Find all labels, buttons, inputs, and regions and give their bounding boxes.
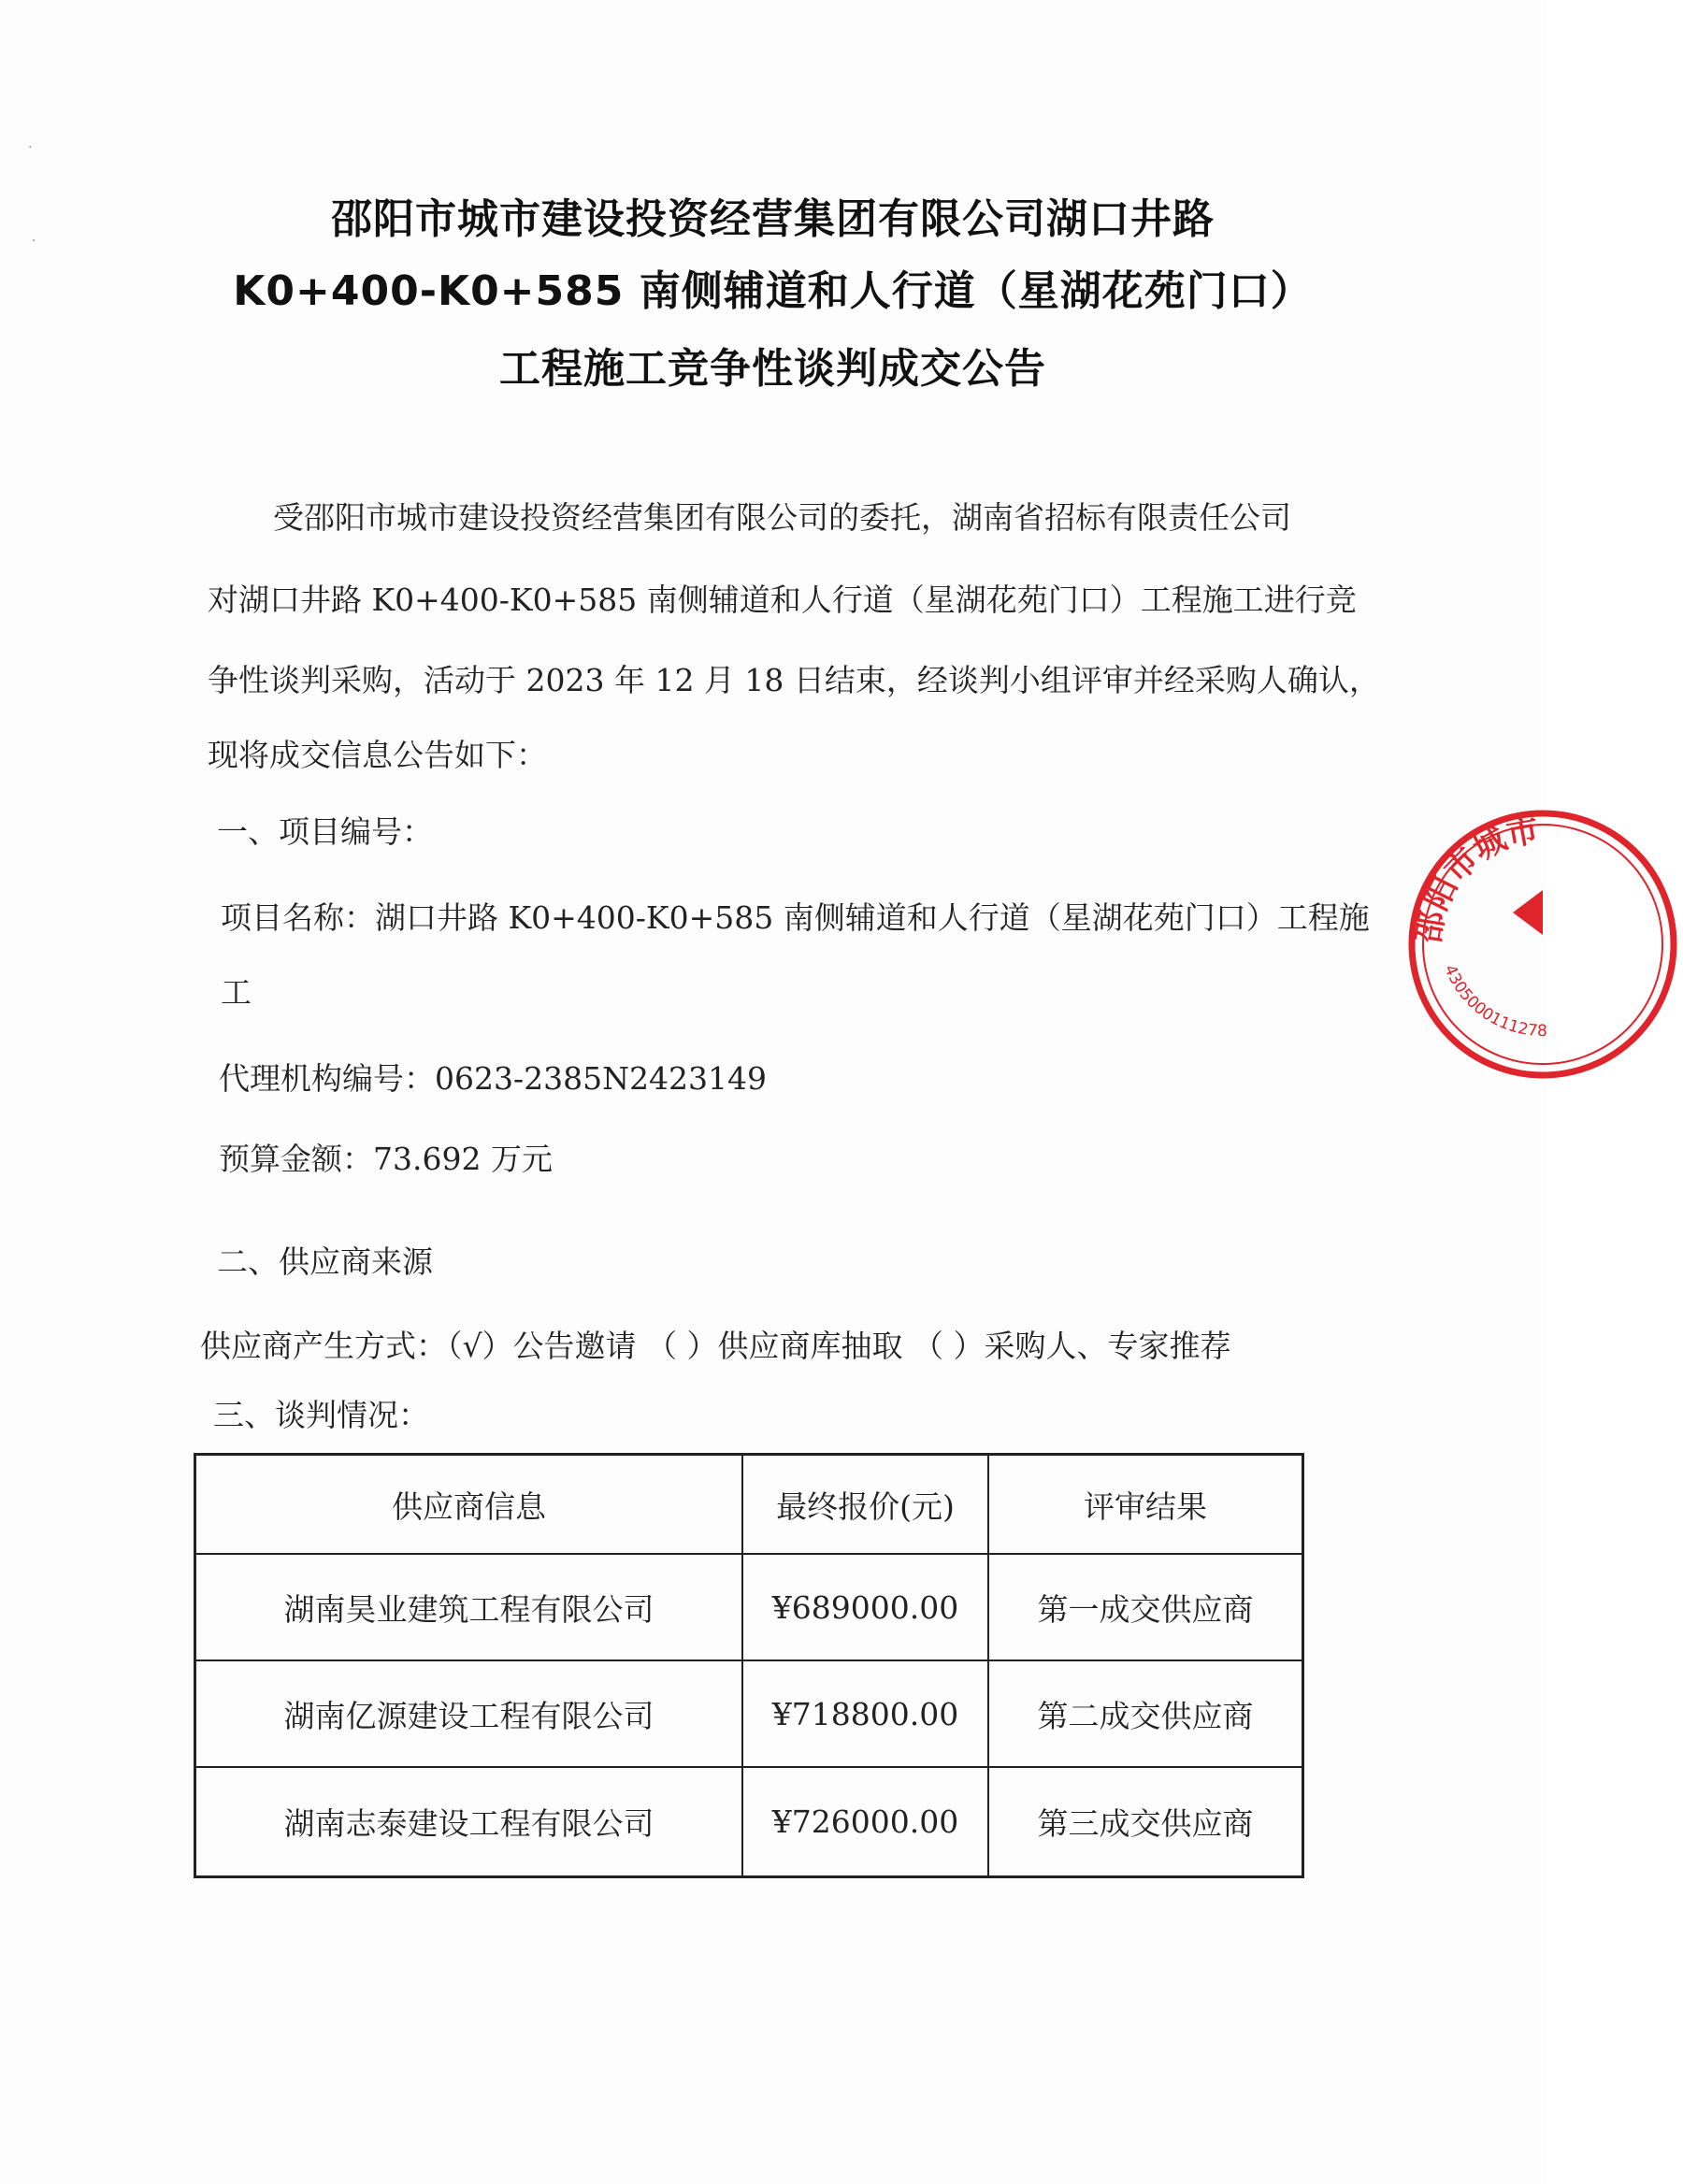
intro-line-1: 受邵阳市城市建设投资经营集团有限公司的委托，湖南省招标有限责任公司 (273, 499, 1291, 536)
table-header-row (196, 1456, 1302, 1553)
header-price: 最终报价(元) (743, 1456, 989, 1553)
title-line-3: 工程施工竞争性谈判成交公告 (499, 345, 1046, 393)
project-name-line-2: 工 (221, 974, 252, 1011)
final-price: ¥726000.00 (743, 1768, 989, 1875)
supplier-name: 湖南志泰建设工程有限公司 (196, 1768, 743, 1875)
scan-speck: · (28, 140, 33, 155)
title-line-1: 邵阳市城市建设投资经营集团有限公司湖口井路 (331, 195, 1215, 243)
intro-line-4: 现将成交信息公告如下： (208, 737, 547, 773)
intro-line-3: 争性谈判采购，活动于 2023 年 12 月 18 日结束，经谈判小组评审并经采购人确认， (208, 662, 1380, 698)
official-seal-stamp (1402, 804, 1683, 1085)
review-result: 第三成交供应商 (1037, 1805, 1254, 1842)
table-row (196, 1660, 1302, 1766)
budget-amount: 预算金额：73.692 万元 (219, 1141, 553, 1177)
results-table (194, 1453, 1304, 1878)
section-3-heading: 三、谈判情况： (213, 1397, 429, 1433)
title-line-2: K0+400-K0+585 南侧辅道和人行道（星湖花苑门口） (233, 267, 1313, 315)
supplier-source-line: 供应商产生方式：（√）公告邀请 （ ）供应商库抽取 （ ）采购人、专家推荐 (200, 1328, 1231, 1364)
scan-speck: · (32, 234, 36, 249)
table-row (196, 1553, 1302, 1660)
final-price: ¥689000.00 (743, 1555, 989, 1660)
section-2-heading: 二、供应商来源 (217, 1243, 433, 1280)
supplier-name: 湖南昊业建筑工程有限公司 (196, 1555, 743, 1660)
section-1-heading: 一、项目编号： (217, 813, 433, 850)
header-result: 评审结果 (1084, 1487, 1207, 1525)
final-price: ¥718800.00 (743, 1661, 989, 1766)
review-result: 第二成交供应商 (1037, 1697, 1254, 1734)
seal-code-text: 4305000111278 (1440, 962, 1547, 1042)
seal-star-icon (1513, 890, 1543, 935)
intro-line-2: 对湖口井路 K0+400-K0+585 南侧辅道和人行道（星湖花苑门口）工程施工进行竞 (208, 582, 1357, 618)
project-name-line-1: 项目名称：湖口井路 K0+400-K0+585 南侧辅道和人行道（星湖花苑门口）工程施 (221, 899, 1370, 936)
agency-code: 代理机构编号：0623-2385N2423149 (219, 1060, 767, 1097)
supplier-name: 湖南亿源建设工程有限公司 (196, 1661, 743, 1766)
table-row (196, 1766, 1302, 1875)
seal-top-text: 邵阳市城市 (1410, 812, 1542, 946)
header-supplier: 供应商信息 (196, 1456, 743, 1553)
review-result: 第一成交供应商 (1037, 1590, 1254, 1628)
